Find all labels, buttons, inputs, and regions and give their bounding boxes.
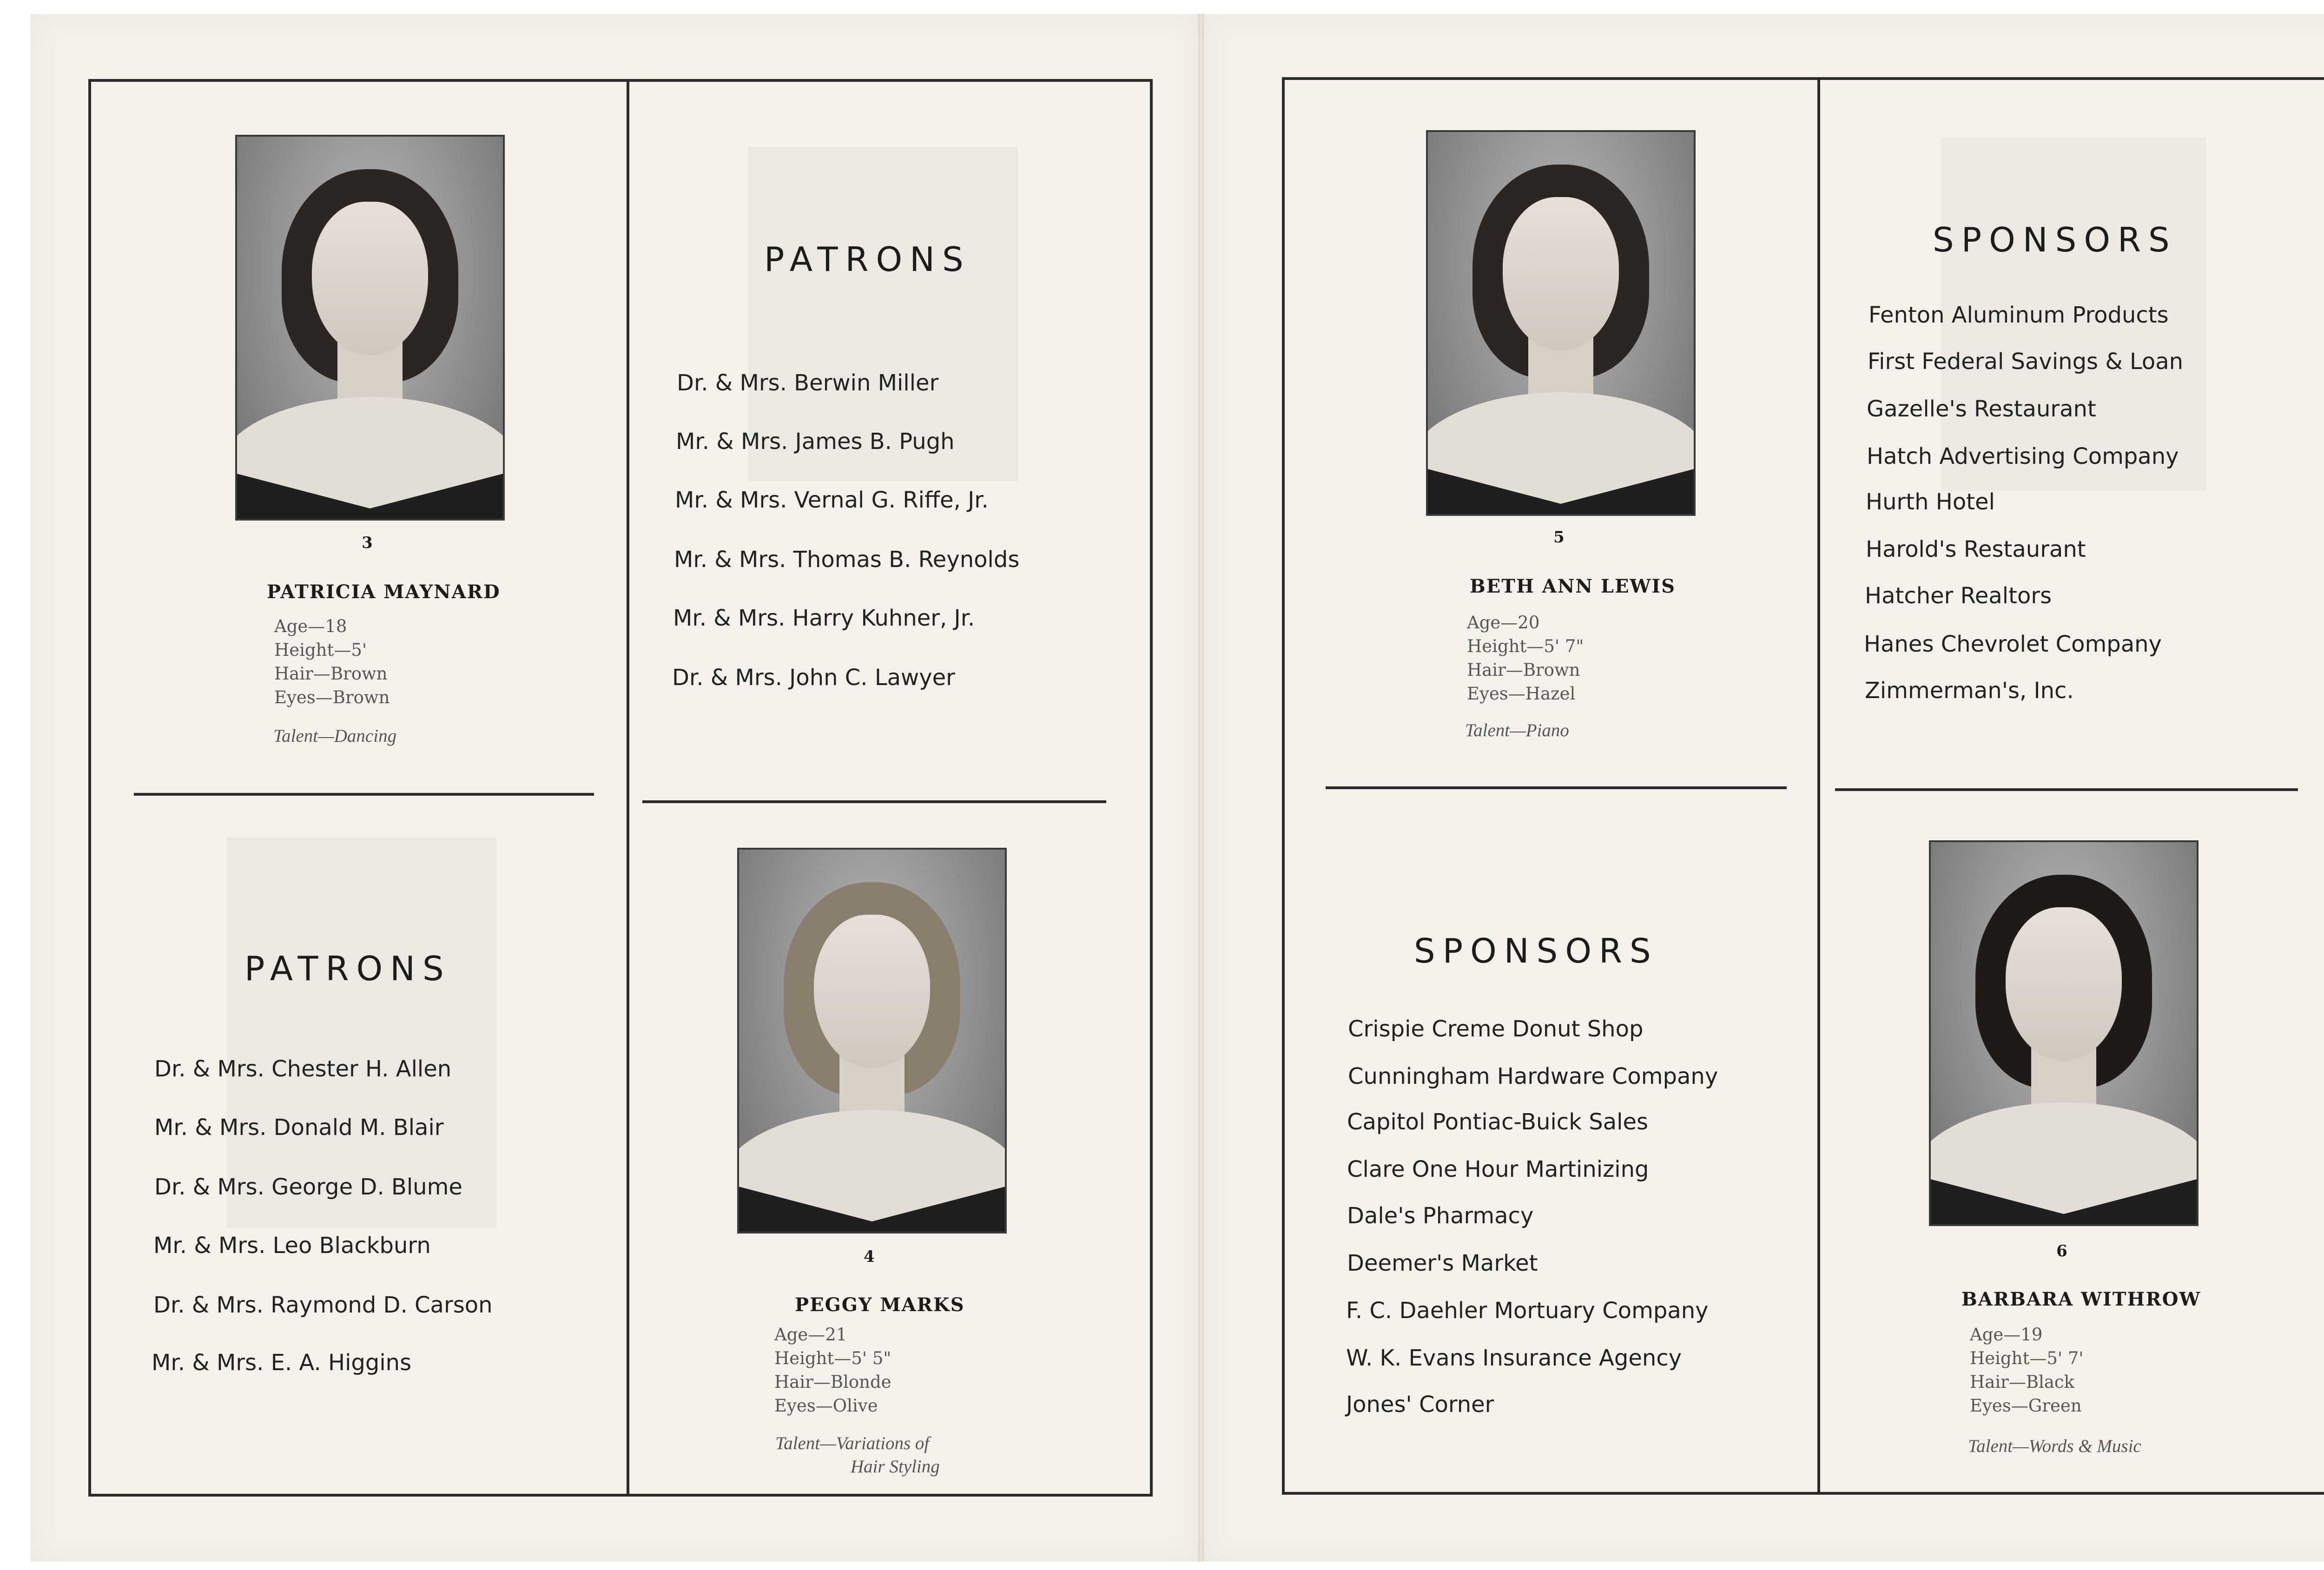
- sponsor-item: Clare One Hour Martinizing: [1347, 1156, 1649, 1182]
- sponsor-item: Crispie Creme Donut Shop: [1348, 1016, 1644, 1042]
- sponsor-item: Zimmerman's, Inc.: [1865, 678, 2074, 704]
- sponsor-item: Hanes Chevrolet Company: [1864, 631, 2162, 657]
- contestant-photo: [235, 135, 505, 521]
- contestant-name: BETH ANN LEWIS: [1470, 575, 1676, 597]
- sponsor-item: Hatcher Realtors: [1865, 583, 2052, 609]
- patrons-heading: PATRONS: [764, 240, 971, 279]
- contestant-number: 3: [362, 534, 373, 552]
- patron-item: Mr. & Mrs. Thomas B. Reynolds: [674, 547, 1020, 573]
- contestant-height: Height—5' 7": [1467, 636, 1584, 656]
- right-page-divider-left: [1326, 786, 1787, 789]
- left-page-divider-vertical: [627, 79, 629, 1497]
- patron-item: Mr. & Mrs. E. A. Higgins: [152, 1350, 412, 1376]
- sponsor-item: Harold's Restaurant: [1866, 536, 2086, 562]
- patron-item: Mr. & Mrs. Harry Kuhner, Jr.: [673, 605, 975, 631]
- sponsor-item: Capitol Pontiac-Buick Sales: [1347, 1109, 1648, 1135]
- patron-item: Mr. & Mrs. Vernal G. Riffe, Jr.: [675, 487, 989, 513]
- sponsor-item: Hatch Advertising Company: [1867, 443, 2179, 469]
- contestant-name: BARBARA WITHROW: [1961, 1288, 2201, 1310]
- contestant-eyes: Eyes—Olive: [774, 1396, 878, 1416]
- contestant-eyes: Eyes—Brown: [274, 687, 390, 707]
- booklet-spine: [1198, 14, 1204, 1562]
- patrons-heading: PATRONS: [244, 949, 451, 988]
- sponsor-item: W. K. Evans Insurance Agency: [1346, 1345, 1682, 1371]
- contestant-photo: [1929, 840, 2199, 1226]
- patron-item: Mr. & Mrs. Donald M. Blair: [154, 1115, 444, 1141]
- sponsors-heading: SPONSORS: [1933, 220, 2177, 259]
- patron-item: Dr. & Mrs. George D. Blume: [154, 1174, 462, 1200]
- patron-item: Dr. & Mrs. Chester H. Allen: [154, 1056, 452, 1082]
- contestant-talent-continued: Hair Styling: [851, 1457, 940, 1477]
- patron-item: Dr. & Mrs. Raymond D. Carson: [153, 1292, 493, 1318]
- contestant-name: PATRICIA MAYNARD: [267, 581, 501, 603]
- patron-item: Mr. & Mrs. James B. Pugh: [676, 429, 955, 455]
- contestant-photo: [1426, 130, 1696, 516]
- sponsor-item: Gazelle's Restaurant: [1867, 396, 2096, 422]
- contestant-eyes: Eyes—Hazel: [1467, 684, 1576, 704]
- contestant-talent: Talent—Words & Music: [1968, 1436, 2141, 1456]
- contestant-talent: Talent—Dancing: [273, 726, 397, 746]
- sponsor-item: First Federal Savings & Loan: [1868, 349, 2184, 375]
- contestant-number: 6: [2056, 1242, 2067, 1260]
- right-page-divider-right: [1835, 788, 2298, 791]
- right-page-divider-vertical: [1817, 77, 1820, 1495]
- contestant-age: Age—18: [274, 616, 347, 636]
- left-page-divider-right: [642, 800, 1106, 803]
- sponsor-item: Cunningham Hardware Company: [1348, 1063, 1718, 1089]
- contestant-height: Height—5' 5": [774, 1348, 891, 1368]
- patron-item: Dr. & Mrs. Berwin Miller: [677, 370, 939, 396]
- contestant-eyes: Eyes—Green: [1970, 1396, 2082, 1416]
- sponsor-item: Fenton Aluminum Products: [1868, 302, 2169, 328]
- contestant-photo: [737, 848, 1007, 1234]
- contestant-hair: Hair—Brown: [1467, 660, 1580, 680]
- contestant-hair: Hair—Black: [1970, 1372, 2075, 1392]
- left-page-divider-left: [134, 793, 594, 796]
- patron-item: Dr. & Mrs. John C. Lawyer: [672, 665, 955, 691]
- contestant-hair: Hair—Blonde: [774, 1372, 891, 1392]
- sponsor-item: Deemer's Market: [1347, 1250, 1538, 1276]
- faded-photo-show-through: [227, 838, 496, 1228]
- contestant-number: 5: [1553, 528, 1565, 547]
- contestant-hair: Hair—Brown: [274, 664, 388, 684]
- contestant-name: PEGGY MARKS: [795, 1294, 965, 1316]
- contestant-age: Age—21: [774, 1325, 847, 1345]
- sponsor-item: Hurth Hotel: [1866, 489, 1995, 515]
- sponsor-item: Dale's Pharmacy: [1347, 1203, 1534, 1229]
- patron-item: Mr. & Mrs. Leo Blackburn: [153, 1233, 431, 1259]
- contestant-number: 4: [864, 1247, 875, 1266]
- sponsor-item: F. C. Daehler Mortuary Company: [1346, 1298, 1709, 1324]
- sponsors-heading: SPONSORS: [1414, 931, 1658, 970]
- contestant-talent: Talent—Piano: [1465, 720, 1569, 740]
- contestant-age: Age—19: [1970, 1325, 2043, 1345]
- contestant-talent: Talent—Variations of: [775, 1433, 930, 1453]
- contestant-height: Height—5' 7': [1970, 1348, 2084, 1368]
- contestant-age: Age—20: [1467, 613, 1540, 633]
- sponsor-item: Jones' Corner: [1346, 1392, 1494, 1418]
- contestant-height: Height—5': [274, 640, 367, 660]
